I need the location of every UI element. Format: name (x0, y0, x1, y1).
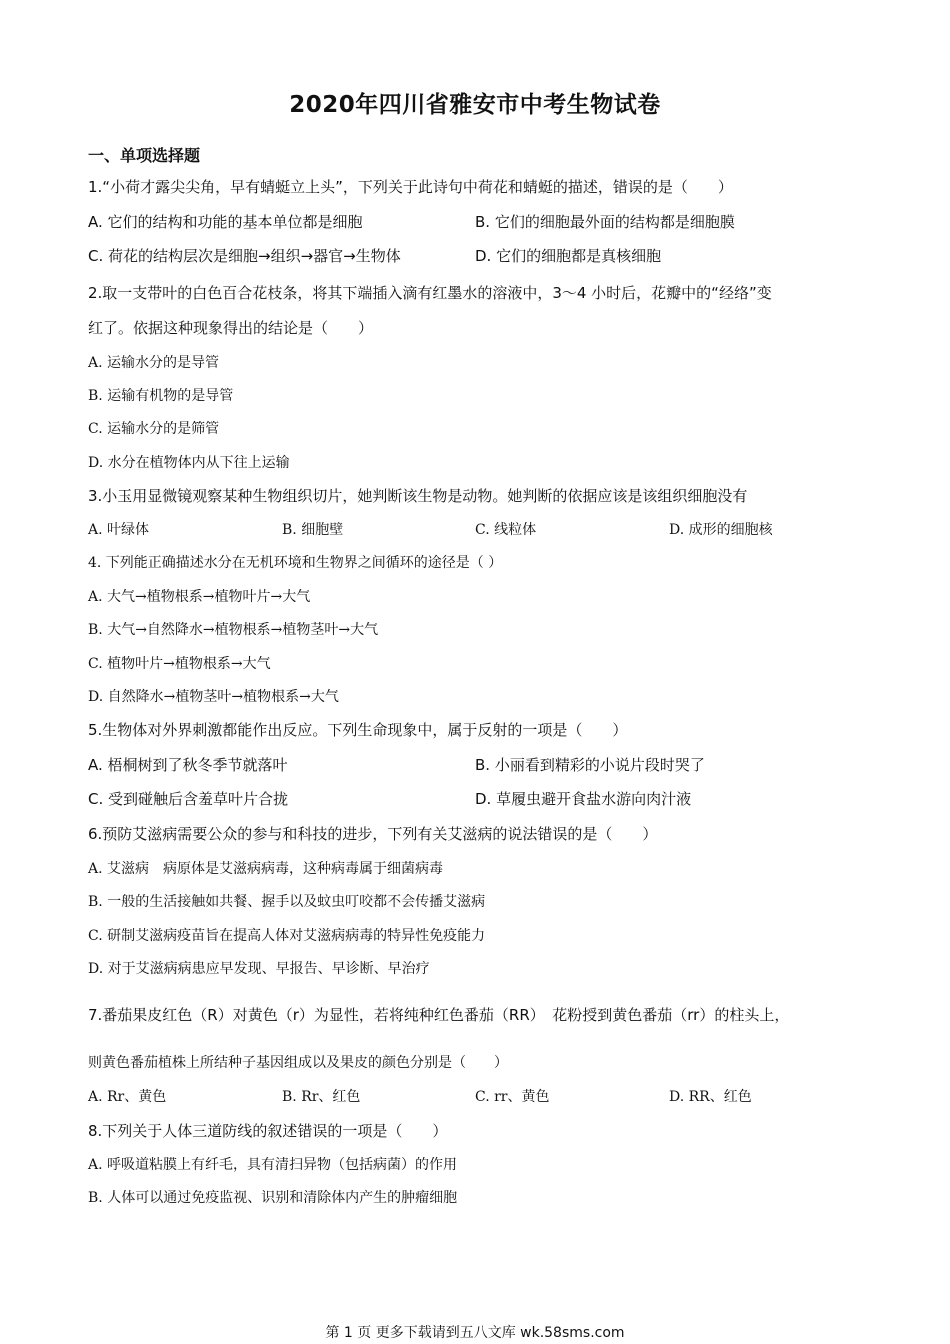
question-1-option-d: D. 它们的细胞都是真核细胞 (475, 247, 662, 265)
question-3-option-c: C. 线粒体 (475, 522, 537, 538)
question-2-option-a: A. 运输水分的是导管 (88, 355, 220, 371)
question-4-option-b: B. 大气→自然降水→植物根系→植物茎叶→大气 (88, 622, 379, 638)
page-footer: 第 1 页 更多下载请到五八文库 wk.58sms.com (325, 1325, 625, 1341)
question-8-stem: 8.下列关于人体三道防线的叙述错误的一项是（ ） (88, 1122, 448, 1140)
question-5-option-a: A. 梧桐树到了秋冬季节就落叶 (88, 756, 288, 774)
question-2-option-b: B. 运输有机物的是导管 (88, 388, 234, 404)
question-2-option-c: C. 运输水分的是筛管 (88, 421, 220, 437)
question-5-option-d: D. 草履虫避开食盐水游向肉汁液 (475, 790, 692, 808)
question-4-stem: 4. 下列能正确描述水分在无机环境和生物界之间循环的途径是（ ） (88, 555, 503, 571)
question-8-option-a: A. 呼吸道粘膜上有纤毛，具有清扫异物（包括病菌）的作用 (88, 1157, 458, 1173)
question-6-option-d: D. 对于艾滋病病患应早发现、早报告、早诊断、早治疗 (88, 961, 430, 977)
question-1-option-a: A. 它们的结构和功能的基本单位都是细胞 (88, 213, 363, 231)
question-6-option-a: A. 艾滋病 病原体是艾滋病病毒，这种病毒属于细菌病毒 (88, 861, 444, 877)
question-6-stem: 6.预防艾滋病需要公众的参与和科技的进步，下列有关艾滋病的说法错误的是（ ） (88, 825, 658, 843)
question-7-option-c: C. rr、黄色 (475, 1089, 550, 1105)
question-1-option-b: B. 它们的细胞最外面的结构都是细胞膜 (475, 213, 735, 231)
question-7-option-d: D. RR、红色 (669, 1089, 752, 1105)
question-6-option-c: C. 研制艾滋病疫苗旨在提高人体对艾滋病病毒的特异性免疫能力 (88, 928, 486, 944)
question-7-stem-line-1: 7.番茄果皮红色（R）对黄色（r）为显性，若将纯种红色番茄（RR） 花粉授到黄色番茄（rr）的柱头上， (88, 1006, 790, 1024)
question-8-option-b: B. 人体可以通过免疫监视、识别和清除体内产生的肿瘤细胞 (88, 1190, 458, 1206)
question-6-option-b: B. 一般的生活接触如共餐、握手以及蚊虫叮咬都不会传播艾滋病 (88, 894, 486, 910)
question-1-option-c: C. 荷花的结构层次是细胞→组织→器官→生物体 (88, 247, 401, 265)
question-5-option-b: B. 小丽看到精彩的小说片段时哭了 (475, 756, 705, 774)
page-title: 2020年四川省雅安市中考生物试卷 (289, 92, 661, 118)
question-4-option-a: A. 大气→植物根系→植物叶片→大气 (88, 589, 311, 605)
question-7-option-b: B. Rr、红色 (282, 1089, 361, 1105)
question-7-stem-line-2: 则黄色番茄植株上所结种子基因组成以及果皮的颜色分别是（ ） (88, 1055, 508, 1071)
question-4-option-c: C. 植物叶片→植物根系→大气 (88, 656, 271, 672)
question-4-option-d: D. 自然降水→植物茎叶→植物根系→大气 (88, 689, 339, 705)
question-1-stem: 1.“小荷才露尖尖角，早有蜻蜓立上头”，下列关于此诗句中荷花和蜻蜓的描述，错误的是（ ） (88, 178, 733, 196)
question-3-option-a: A. 叶绿体 (88, 522, 150, 538)
question-2-stem-line-2: 红了。依据这种现象得出的结论是（ ） (88, 319, 374, 337)
question-2-stem-line-1: 2.取一支带叶的白色百合花枝条，将其下端插入滴有红墨水的溶液中，3～4 小时后，花瓣中的“经络”变 (88, 284, 772, 302)
question-7-option-a: A. Rr、黄色 (88, 1089, 167, 1105)
question-3-option-d: D. 成形的细胞核 (669, 522, 773, 538)
question-3-option-b: B. 细胞壁 (282, 522, 344, 538)
question-5-option-c: C. 受到碰触后含羞草叶片合拢 (88, 790, 289, 808)
question-3-stem: 3.小玉用显微镜观察某种生物组织切片，她判断该生物是动物。她判断的依据应该是该组织细胞没有 (88, 487, 748, 505)
question-2-option-d: D. 水分在植物体内从下往上运输 (88, 455, 290, 471)
section-heading: 一、单项选择题 (88, 146, 201, 165)
question-5-stem: 5.生物体对外界刺激都能作出反应。下列生命现象中，属于反射的一项是（ ） (88, 721, 628, 739)
